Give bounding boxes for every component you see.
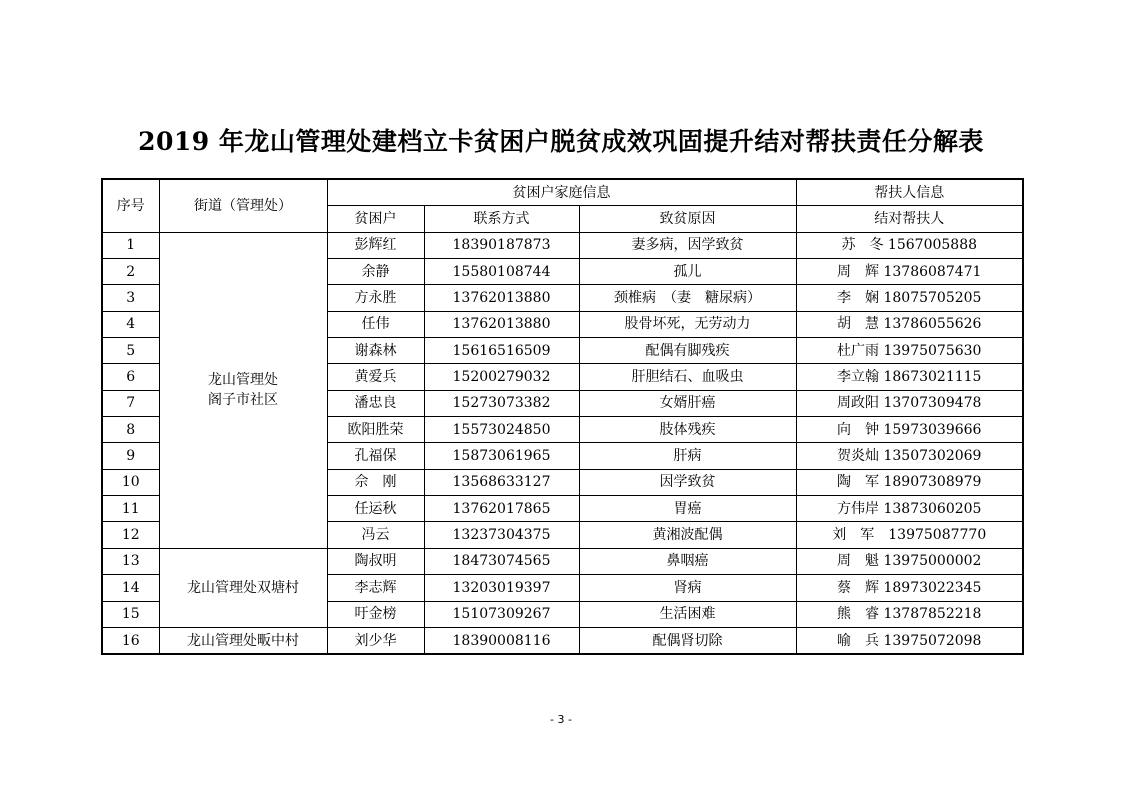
household-name: 冯云: [327, 522, 424, 548]
contact-phone: 15873061965: [424, 443, 579, 469]
contact-phone: 15107309267: [424, 601, 579, 627]
poverty-cause: 肝胆结石、血吸虫: [579, 364, 796, 390]
row-seq: 9: [102, 443, 159, 469]
household-name: 余静: [327, 259, 424, 285]
poverty-cause: 女婿肝癌: [579, 390, 796, 416]
household-name: 陶叔明: [327, 548, 424, 574]
contact-phone: 15616516509: [424, 338, 579, 364]
row-seq: 13: [102, 548, 159, 574]
helper-name: 熊 睿 13787852218: [796, 601, 1023, 627]
household-name: 方永胜: [327, 285, 424, 311]
poverty-cause: 妻多病，因学致贫: [579, 232, 796, 258]
helper-name: 苏 冬 1567005888: [796, 232, 1023, 258]
header-household: 贫困户: [327, 206, 424, 232]
household-name: 孔福保: [327, 443, 424, 469]
household-name: 吁金榜: [327, 601, 424, 627]
page-number: - 3 -: [550, 713, 572, 726]
helper-name: 向 钟 15973039666: [796, 417, 1023, 443]
table-row: [102, 548, 1023, 574]
header-seq: 序号: [102, 179, 159, 232]
row-seq: 8: [102, 417, 159, 443]
contact-phone: 15200279032: [424, 364, 579, 390]
assistance-table: [101, 178, 1024, 655]
row-seq: 7: [102, 390, 159, 416]
household-name: 佘 刚: [327, 469, 424, 495]
row-seq: 3: [102, 285, 159, 311]
contact-phone: 13762017865: [424, 496, 579, 522]
header-helper-info: 帮扶人信息: [796, 179, 1023, 206]
contact-phone: 18390008116: [424, 627, 579, 654]
poverty-cause: 配偶肾切除: [579, 627, 796, 654]
helper-name: 方伟岸 13873060205: [796, 496, 1023, 522]
contact-phone: 13203019397: [424, 575, 579, 601]
helper-name: 刘 军 13975087770: [796, 522, 1023, 548]
header-street: 街道（管理处）: [159, 179, 327, 232]
header-helper: 结对帮扶人: [796, 206, 1023, 232]
household-name: 任伟: [327, 311, 424, 337]
row-seq: 11: [102, 496, 159, 522]
poverty-cause: 肢体残疾: [579, 417, 796, 443]
poverty-cause: 肝病: [579, 443, 796, 469]
row-seq: 6: [102, 364, 159, 390]
header-contact: 联系方式: [424, 206, 579, 232]
contact-phone: 15273073382: [424, 390, 579, 416]
row-seq: 10: [102, 469, 159, 495]
helper-name: 贺炎灿 13507302069: [796, 443, 1023, 469]
contact-phone: 13762013880: [424, 285, 579, 311]
poverty-cause: 孤儿: [579, 259, 796, 285]
helper-name: 胡 慧 13786055626: [796, 311, 1023, 337]
household-name: 任运秋: [327, 496, 424, 522]
helper-name: 周政阳 13707309478: [796, 390, 1023, 416]
row-seq: 2: [102, 259, 159, 285]
contact-phone: 13762013880: [424, 311, 579, 337]
row-seq: 15: [102, 601, 159, 627]
poverty-cause: 股骨坏死，无劳动力: [579, 311, 796, 337]
poverty-cause: 颈椎病 （妻 糖尿病）: [579, 285, 796, 311]
contact-phone: 13237304375: [424, 522, 579, 548]
table-row: [102, 627, 1023, 654]
table-body: [102, 232, 1023, 654]
header-row-1: [102, 179, 1023, 206]
row-seq: 4: [102, 311, 159, 337]
poverty-cause: 生活困难: [579, 601, 796, 627]
street-group-cell: 龙山管理处双塘村: [159, 548, 327, 627]
helper-name: 蔡 辉 18973022345: [796, 575, 1023, 601]
helper-name: 杜广雨 13975075630: [796, 338, 1023, 364]
header-family-info: 贫困户家庭信息: [327, 179, 796, 206]
helper-name: 周 魁 13975000002: [796, 548, 1023, 574]
poverty-cause: 鼻咽癌: [579, 548, 796, 574]
contact-phone: 15573024850: [424, 417, 579, 443]
poverty-cause: 肾病: [579, 575, 796, 601]
helper-name: 周 辉 13786087471: [796, 259, 1023, 285]
household-name: 黄爱兵: [327, 364, 424, 390]
street-group-cell: 龙山管理处畈中村: [159, 627, 327, 654]
poverty-cause: 胃癌: [579, 496, 796, 522]
row-seq: 12: [102, 522, 159, 548]
household-name: 彭辉红: [327, 232, 424, 258]
household-name: 欧阳胜荣: [327, 417, 424, 443]
helper-name: 陶 军 18907308979: [796, 469, 1023, 495]
poverty-cause: 黄湘波配偶: [579, 522, 796, 548]
contact-phone: 15580108744: [424, 259, 579, 285]
header-cause: 致贫原因: [579, 206, 796, 232]
contact-phone: 18390187873: [424, 232, 579, 258]
poverty-cause: 因学致贫: [579, 469, 796, 495]
street-group-cell: 龙山管理处 阁子市社区: [159, 232, 327, 548]
helper-name: 喻 兵 13975072098: [796, 627, 1023, 654]
household-name: 李志辉: [327, 575, 424, 601]
household-name: 刘少华: [327, 627, 424, 654]
document-title: 2019 年龙山管理处建档立卡贫困户脱贫成效巩固提升结对帮扶责任分解表: [138, 127, 984, 156]
contact-phone: 13568633127: [424, 469, 579, 495]
row-seq: 1: [102, 232, 159, 258]
row-seq: 14: [102, 575, 159, 601]
household-name: 潘忠良: [327, 390, 424, 416]
helper-name: 李立翰 18673021115: [796, 364, 1023, 390]
table-row: [102, 232, 1023, 258]
poverty-cause: 配偶有脚残疾: [579, 338, 796, 364]
row-seq: 5: [102, 338, 159, 364]
row-seq: 16: [102, 627, 159, 654]
helper-name: 李 娴 18075705205: [796, 285, 1023, 311]
household-name: 谢森林: [327, 338, 424, 364]
contact-phone: 18473074565: [424, 548, 579, 574]
